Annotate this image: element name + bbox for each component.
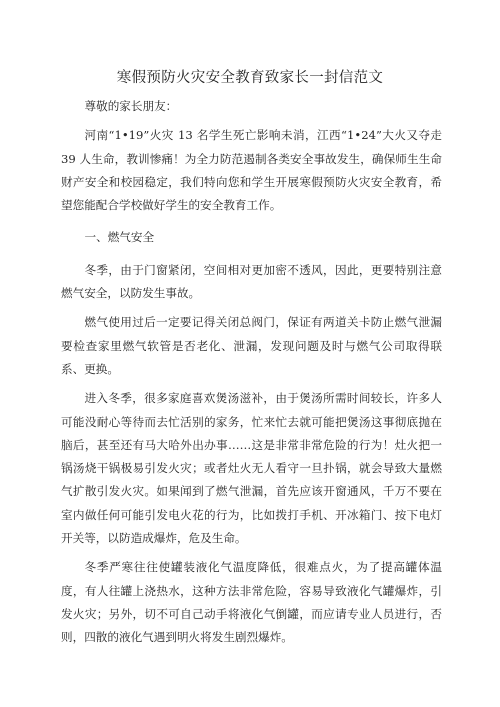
paragraph-valve-check: 燃气使用过后一定要记得关闭总阀门，保证有两道关卡防止燃气泄漏 要检查家里燃气软管是否老化、泄漏，发现问题及时与燃气公司取得联系、更换。 <box>61 315 442 376</box>
document-title: 寒假预防火灾安全教育致家长一封信范文 <box>116 70 384 86</box>
paragraph-intro: 河南“1•19”火灾 13 名学生死亡影响未消，江西“1•24”大火又夺走 39 人生命，教训惨痛！为全力防范遏制各类安全事故发生，确保师生生命财产安全和校园稳定，我们特向您和学生开展寒假预防火灾安全教育，希望您能配合学校做好学生的安全教育工作。 <box>61 128 442 213</box>
document-body <box>61 95 442 650</box>
paragraph-soup-cooking: 进入冬季，很多家庭喜欢煲汤滋补，由于煲汤所需时间较长，许多人可能没耐心等待而去忙活别的家务，忙来忙去就可能把煲汤这事彻底抛在脑后，甚至还有马大哈外出办事……这是非常非常危险的行为！灶火把一锅汤烧干锅极易引发火灾；或者灶火无人看守一旦扑锅，就会导致大量燃气扩散引发火灾。如果闻到了燃气泄漏，首先应该开窗通风，千万不要在室内做任何可能引发电火花的行为，比如拨打手机、开冰箱门、按下电灯开关等，以防造成爆炸，危及生命。 <box>61 391 442 546</box>
section-heading-gas-safety: 一、燃气安全 <box>84 230 155 245</box>
paragraph-lpg-tank: 冬季严寒往往使罐装液化气温度降低，很难点火，为了提高罐体温度，有人往罐上浇热水，这种方法非常危险，容易导致液化气罐爆炸，引发火灾；另外，切不可自己动手将液化气倒罐，而应请专业人员进行，否则，四散的液化气遇到明火将发生剧烈爆炸。 <box>61 560 442 645</box>
paragraph-winter-gas: 冬季，由于门窗紧闭，空间相对更加密不透风，因此，更要特别注意燃气安全，以防发生事故。 <box>61 262 442 301</box>
salutation: 尊敬的家长朋友： <box>84 99 178 113</box>
